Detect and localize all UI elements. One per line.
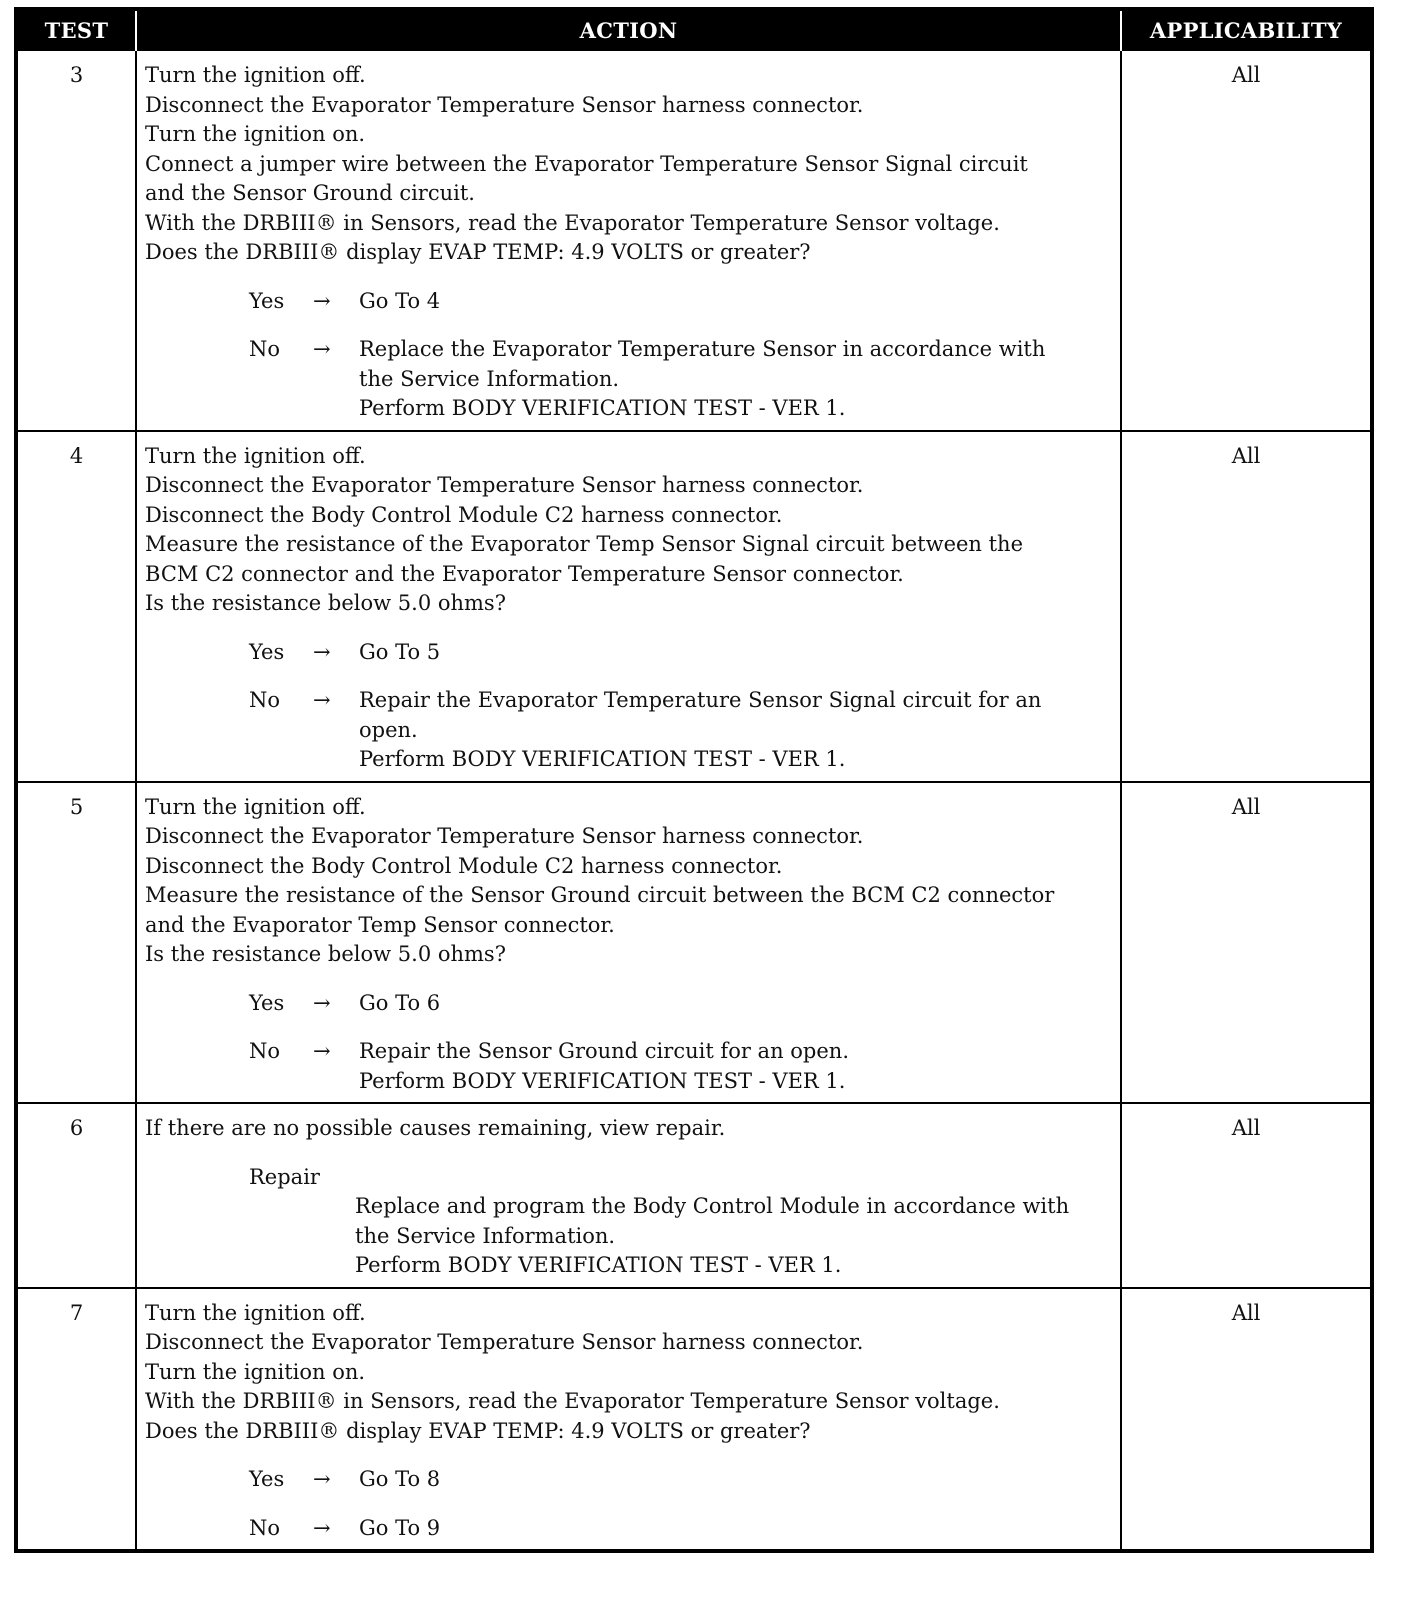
result-line: Go To 6 (359, 990, 441, 1015)
table-row (16, 50, 1372, 431)
applicability-value: All (1121, 1103, 1372, 1288)
arrow-icon: → (313, 288, 331, 313)
action-step: and the Sensor Ground circuit. (145, 181, 475, 205)
applicability-value: All (1121, 1288, 1372, 1552)
action-step: Does the DRBIII® display EVAP TEMP: 4.9 VOLTS or greater? (145, 1418, 811, 1443)
no-label: No (249, 337, 281, 361)
table-row (16, 1103, 1372, 1288)
result-line: Go To 4 (359, 288, 441, 313)
table-body (16, 50, 1372, 1551)
table-row (16, 782, 1372, 1104)
repair-line: Perform BODY VERIFICATION TEST - VER 1. (355, 1253, 842, 1277)
yes-result (359, 287, 1112, 317)
no-label: No (249, 1039, 281, 1063)
no-response (145, 335, 1112, 424)
action-cell (136, 50, 1121, 431)
yes-result (359, 989, 1112, 1019)
result-line: Repair the Sensor Ground circuit for an open. (359, 1039, 849, 1063)
repair-block (145, 1163, 1112, 1281)
test-number: 3 (16, 50, 136, 431)
result-line: Perform BODY VERIFICATION TEST - VER 1. (359, 1068, 846, 1093)
arrow-icon: → (313, 639, 331, 664)
repair-line: Replace and program the Body Control Module in accordance with (355, 1194, 1070, 1218)
arrow-icon: → (313, 688, 331, 712)
action-step: Measure the resistance of the Evaporator Temp Sensor Signal circuit between the (145, 532, 1024, 556)
action-step: Turn the ignition off. (145, 63, 366, 87)
action-step: Disconnect the Evaporator Temperature Sensor harness connector. (145, 1330, 864, 1354)
arrow-icon: → (313, 1467, 331, 1491)
yes-response (145, 1465, 1112, 1495)
yes-response (145, 989, 1112, 1019)
action-step: Disconnect the Evaporator Temperature Sensor harness connector. (145, 92, 864, 117)
result-line: Perform BODY VERIFICATION TEST - VER 1. (359, 396, 846, 420)
header-applicability: APPLICABILITY (1121, 9, 1372, 50)
action-step: Turn the ignition on. (145, 1359, 366, 1384)
repair-line: the Service Information. (355, 1223, 616, 1248)
test-number: 7 (16, 1288, 136, 1552)
no-result (359, 1037, 1112, 1096)
result-line: Repair the Evaporator Temperature Sensor Signal circuit for an (359, 688, 1042, 712)
action-step: Does the DRBIII® display EVAP TEMP: 4.9 VOLTS or greater? (145, 240, 811, 264)
action-step: Connect a jumper wire between the Evaporator Temperature Sensor Signal circuit (145, 151, 1028, 176)
repair-label: Repair (249, 1164, 320, 1189)
arrow-icon: → (313, 1039, 331, 1063)
yes-result (359, 638, 1112, 668)
result-line: Go To 5 (359, 639, 441, 664)
no-label: No (249, 1515, 281, 1540)
action-step: Disconnect the Evaporator Temperature Sensor harness connector. (145, 824, 864, 848)
action-step: Is the resistance below 5.0 ohms? (145, 942, 506, 966)
action-step: Is the resistance below 5.0 ohms? (145, 591, 506, 615)
action-step: If there are no possible causes remaining, view repair. (145, 1116, 726, 1140)
test-number: 6 (16, 1103, 136, 1288)
diagnostic-test-table (14, 7, 1374, 1553)
test-number: 5 (16, 782, 136, 1104)
yes-response (145, 638, 1112, 668)
action-cell (136, 1103, 1121, 1288)
action-step: Disconnect the Body Control Module C2 harness connector. (145, 853, 783, 878)
applicability-value: All (1121, 50, 1372, 431)
yes-label: Yes (249, 288, 285, 313)
arrow-icon: → (313, 337, 331, 361)
action-step: With the DRBIII® in Sensors, read the Evaporator Temperature Sensor voltage. (145, 1389, 1000, 1413)
action-step: BCM C2 connector and the Evaporator Temperature Sensor connector. (145, 561, 904, 586)
result-line: Perform BODY VERIFICATION TEST - VER 1. (359, 747, 846, 771)
no-result (359, 1514, 1112, 1544)
applicability-value: All (1121, 431, 1372, 782)
no-response (145, 1514, 1112, 1544)
result-line: Replace the Evaporator Temperature Sensor in accordance with (359, 337, 1046, 361)
table-row (16, 1288, 1372, 1552)
no-response (145, 686, 1112, 775)
action-step: Turn the ignition off. (145, 1300, 366, 1325)
yes-label: Yes (249, 990, 285, 1015)
arrow-icon: → (313, 1515, 331, 1540)
action-step: Disconnect the Evaporator Temperature Sensor harness connector. (145, 473, 864, 497)
yes-result (359, 1465, 1112, 1495)
repair-text (355, 1192, 1112, 1281)
action-step: and the Evaporator Temp Sensor connector. (145, 912, 615, 937)
action-step: With the DRBIII® in Sensors, read the Evaporator Temperature Sensor voltage. (145, 210, 1000, 235)
result-line: Go To 8 (359, 1467, 441, 1491)
header-test: TEST (16, 9, 136, 50)
table-header-row (16, 9, 1372, 50)
no-label: No (249, 688, 281, 712)
no-result (359, 335, 1112, 424)
action-cell (136, 782, 1121, 1104)
arrow-icon: → (313, 990, 331, 1015)
header-action: ACTION (136, 9, 1121, 50)
result-line: the Service Information. (359, 366, 620, 391)
applicability-value: All (1121, 782, 1372, 1104)
action-step: Turn the ignition on. (145, 122, 366, 146)
yes-label: Yes (249, 639, 285, 664)
action-step: Measure the resistance of the Sensor Ground circuit between the BCM C2 connector (145, 883, 1055, 907)
yes-response (145, 287, 1112, 317)
no-response (145, 1037, 1112, 1096)
action-cell (136, 431, 1121, 782)
yes-label: Yes (249, 1467, 285, 1491)
table-row (16, 431, 1372, 782)
action-cell (136, 1288, 1121, 1552)
action-step: Turn the ignition off. (145, 443, 366, 468)
result-line: Go To 9 (359, 1515, 441, 1540)
test-number: 4 (16, 431, 136, 782)
result-line: open. (359, 717, 418, 742)
action-step: Disconnect the Body Control Module C2 harness connector. (145, 502, 783, 527)
no-result (359, 686, 1112, 775)
action-step: Turn the ignition off. (145, 794, 366, 819)
